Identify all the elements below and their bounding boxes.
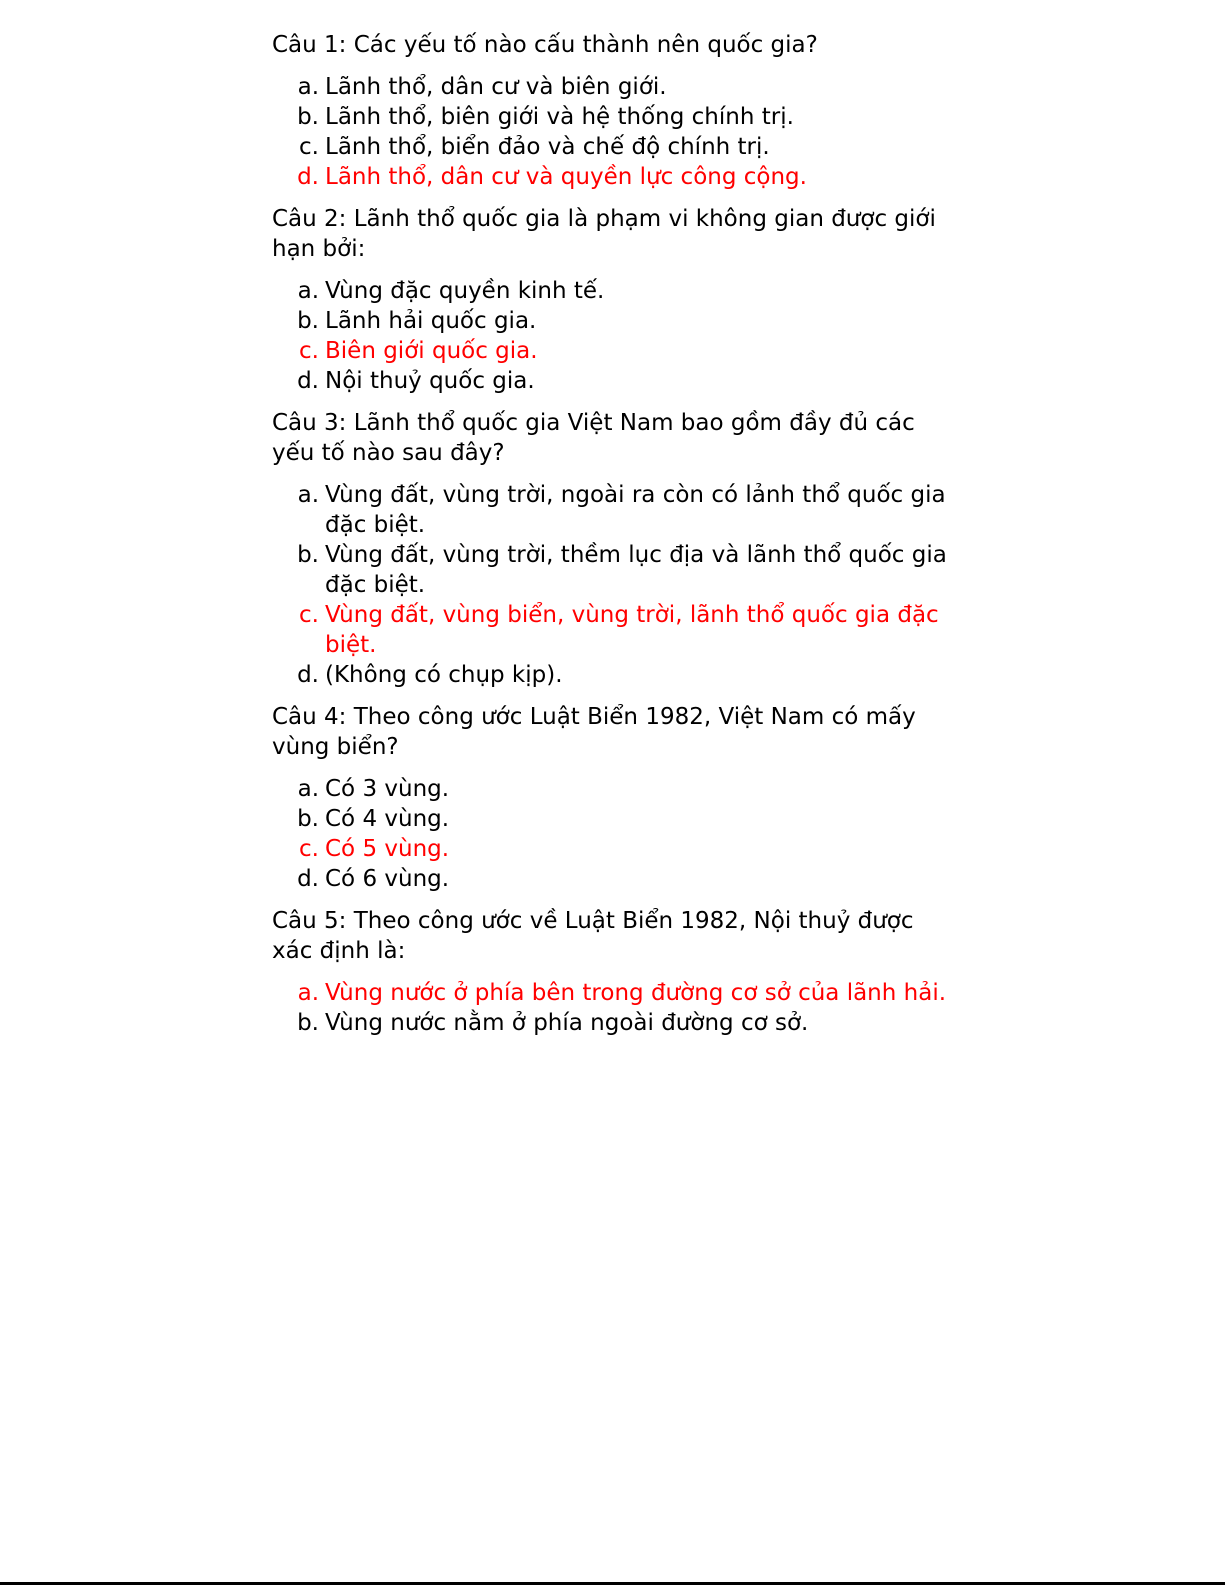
option-letter: d. [297,662,319,688]
question-2 [272,204,952,396]
option-text: Vùng đất, vùng trời, ngoài ra còn có lảnh thổ quốc gia đặc biệt. [325,482,946,538]
option-text: Vùng nước nằm ở phía ngoài đường cơ sở. [325,1010,809,1036]
question-5 [272,906,952,1038]
answer-option-a [272,276,952,306]
option-letter: b. [297,542,319,568]
question-text: Câu 3: Lãnh thổ quốc gia Việt Nam bao gồm đầy đủ các yếu tố nào sau đây? [272,410,915,466]
option-text: Lãnh hải quốc gia. [325,308,537,334]
option-letter: c. [299,134,319,160]
option-text: Lãnh thổ, dân cư và quyền lực công cộng. [325,164,807,190]
answer-option-a [272,72,952,102]
option-text: Lãnh thổ, biên giới và hệ thống chính trị. [325,104,794,130]
answer-options [272,276,952,396]
answer-option-c [272,132,952,162]
option-text: Vùng đất, vùng biển, vùng trời, lãnh thổ quốc gia đặc biệt. [325,602,939,658]
question-text: Câu 1: Các yếu tố nào cấu thành nên quốc gia? [272,32,818,58]
answer-options [272,774,952,894]
option-text: Vùng đất, vùng trời, thềm lục địa và lãnh thổ quốc gia đặc biệt. [325,542,947,598]
answer-option-b [272,306,952,336]
option-letter: d. [297,866,319,892]
answer-option-b [272,540,952,600]
option-text: (Không có chụp kịp). [325,662,563,688]
option-letter: c. [299,338,319,364]
answer-option-c [272,834,952,864]
option-text: Có 6 vùng. [325,866,450,892]
option-letter: b. [297,806,319,832]
option-text: Nội thuỷ quốc gia. [325,368,535,394]
answer-option-c [272,600,952,660]
answer-option-a [272,774,952,804]
option-letter: b. [297,308,319,334]
answer-option-d [272,162,952,192]
answer-option-a [272,978,952,1008]
answer-options [272,978,952,1038]
question-1 [272,30,952,192]
option-letter: a. [297,776,319,802]
option-text: Có 5 vùng. [325,836,450,862]
quiz-document [272,30,952,1050]
option-text: Có 4 vùng. [325,806,450,832]
answer-option-d [272,366,952,396]
option-text: Biên giới quốc gia. [325,338,538,364]
option-letter: d. [297,164,319,190]
question-4 [272,702,952,894]
option-letter: a. [297,278,319,304]
question-text: Câu 2: Lãnh thổ quốc gia là phạm vi không gian được giới hạn bởi: [272,206,936,262]
option-letter: a. [297,980,319,1006]
option-letter: b. [297,1010,319,1036]
answer-option-d [272,660,952,690]
option-letter: a. [297,74,319,100]
answer-option-d [272,864,952,894]
option-text: Vùng nước ở phía bên trong đường cơ sở của lãnh hải. [325,980,947,1006]
option-text: Lãnh thổ, biển đảo và chế độ chính trị. [325,134,770,160]
answer-option-b [272,1008,952,1038]
option-text: Có 3 vùng. [325,776,450,802]
option-letter: d. [297,368,319,394]
question-3 [272,408,952,690]
answer-options [272,72,952,192]
option-letter: c. [299,602,319,628]
option-text: Vùng đặc quyền kinh tế. [325,278,605,304]
question-text: Câu 4: Theo công ước Luật Biển 1982, Việt Nam có mấy vùng biển? [272,704,916,760]
option-letter: c. [299,836,319,862]
question-text: Câu 5: Theo công ước về Luật Biển 1982, Nội thuỷ được xác định là: [272,908,914,964]
answer-option-b [272,804,952,834]
option-text: Lãnh thổ, dân cư và biên giới. [325,74,667,100]
option-letter: a. [297,482,319,508]
answer-option-c [272,336,952,366]
answer-option-a [272,480,952,540]
option-letter: b. [297,104,319,130]
answer-option-b [272,102,952,132]
answer-options [272,480,952,690]
